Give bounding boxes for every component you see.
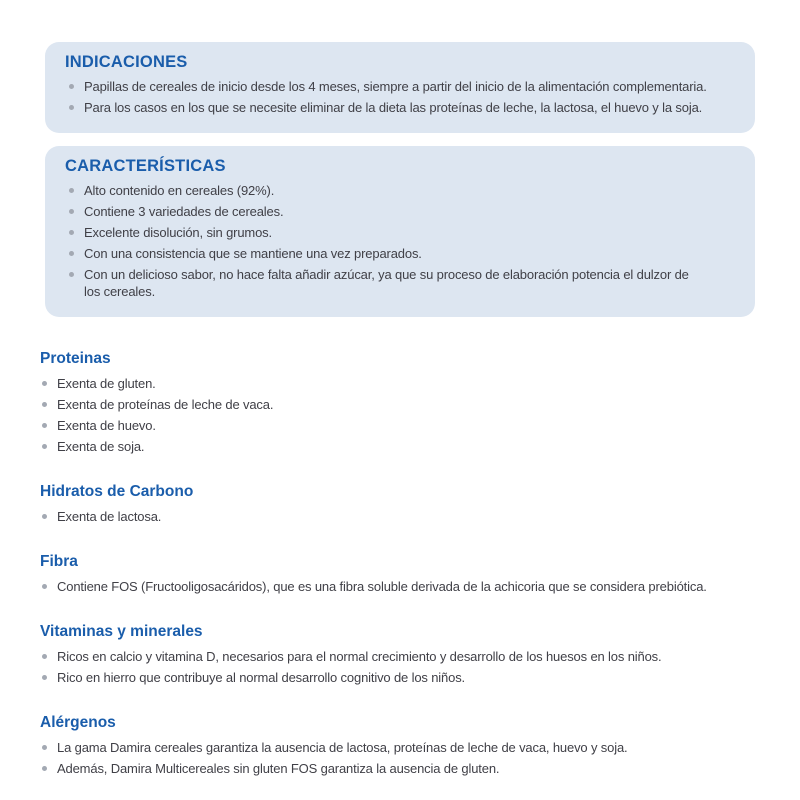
list-item (65, 99, 739, 116)
infobox-caracteristicas (45, 146, 755, 317)
fibra-bullet-list (40, 578, 760, 595)
bullet-icon (42, 675, 47, 680)
list-item (40, 417, 760, 434)
list-item (40, 375, 760, 392)
bullet-text: Papillas de cereales de inicio desde los 4 meses, siempre a partir del inicio de la alimentación complementaria. (84, 79, 707, 94)
bullet-icon (42, 402, 47, 407)
list-item (40, 669, 760, 686)
bullet-icon (69, 188, 74, 193)
list-item (65, 266, 739, 300)
bullet-icon (42, 381, 47, 386)
infobox-indicaciones (45, 42, 755, 133)
bullet-icon (69, 251, 74, 256)
section-alergenos (40, 714, 760, 777)
bullet-icon (69, 105, 74, 110)
list-item (65, 78, 739, 95)
bullet-text: Además, Damira Multicereales sin gluten FOS garantiza la ausencia de gluten. (57, 761, 500, 776)
list-item (40, 508, 760, 525)
bullet-text: Con un delicioso sabor, no hace falta añadir azúcar, ya que su proceso de elaboración potencia el dulzor de los cereales. (84, 267, 689, 299)
section-title: Fibra (40, 553, 78, 570)
section-fibra (40, 553, 760, 595)
section-title: Proteinas (40, 350, 111, 367)
hidratos-bullet-list (40, 508, 760, 525)
caracteristicas-bullet-list (65, 182, 739, 300)
list-item (65, 224, 739, 241)
list-item (40, 760, 760, 777)
bullet-icon (42, 444, 47, 449)
bullet-text: Exenta de gluten. (57, 376, 156, 391)
bullet-text: Ricos en calcio y vitamina D, necesarios para el normal crecimiento y desarrollo de los huesos en los niños. (57, 649, 662, 664)
bullet-icon (69, 84, 74, 89)
list-item (65, 182, 739, 199)
bullet-text: Alto contenido en cereales (92%). (84, 183, 275, 198)
vitaminas-bullet-list (40, 648, 760, 686)
bullet-text: La gama Damira cereales garantiza la ausencia de lactosa, proteínas de leche de vaca, huevo y soja. (57, 740, 628, 755)
section-vitaminas-y-minerales (40, 623, 760, 686)
indicaciones-bullet-list (65, 78, 739, 116)
bullet-icon (42, 745, 47, 750)
section-title: Alérgenos (40, 714, 116, 731)
section-title: Hidratos de Carbono (40, 483, 194, 500)
bullet-icon (42, 584, 47, 589)
section-hidratos-de-carbono (40, 483, 760, 525)
bullet-icon (69, 272, 74, 277)
bullet-icon (42, 514, 47, 519)
section-title: Vitaminas y minerales (40, 623, 203, 640)
infobox-indicaciones-title: INDICACIONES (65, 53, 188, 71)
bullet-text: Exenta de proteínas de leche de vaca. (57, 397, 274, 412)
list-item (65, 245, 739, 262)
list-item (40, 739, 760, 756)
bullet-text: Con una consistencia que se mantiene una vez preparados. (84, 246, 422, 261)
list-item (65, 203, 739, 220)
section-proteinas (40, 350, 760, 455)
bullet-icon (42, 766, 47, 771)
bullet-icon (42, 423, 47, 428)
bullet-text: Contiene 3 variedades de cereales. (84, 204, 284, 219)
bullet-text: Exenta de soja. (57, 439, 145, 454)
list-item (40, 578, 760, 595)
list-item (40, 438, 760, 455)
bullet-icon (69, 230, 74, 235)
bullet-text: Rico en hierro que contribuye al normal desarrollo cognitivo de los niños. (57, 670, 466, 685)
bullet-text: Para los casos en los que se necesite eliminar de la dieta las proteínas de leche, la lactosa, el huevo y la soja. (84, 100, 703, 115)
bullet-text: Excelente disolución, sin grumos. (84, 225, 272, 240)
bullet-text: Exenta de lactosa. (57, 509, 162, 524)
infobox-caracteristicas-title: CARACTERÍSTICAS (65, 157, 226, 175)
bullet-text: Exenta de huevo. (57, 418, 156, 433)
list-item (40, 396, 760, 413)
proteinas-bullet-list (40, 375, 760, 455)
bullet-icon (42, 654, 47, 659)
bullet-text: Contiene FOS (Fructooligosacáridos), que es una fibra soluble derivada de la achicoria que se considera prebiótica. (57, 579, 707, 594)
bullet-icon (69, 209, 74, 214)
detail-sections (0, 330, 800, 777)
list-item (40, 648, 760, 665)
alergenos-bullet-list (40, 739, 760, 777)
